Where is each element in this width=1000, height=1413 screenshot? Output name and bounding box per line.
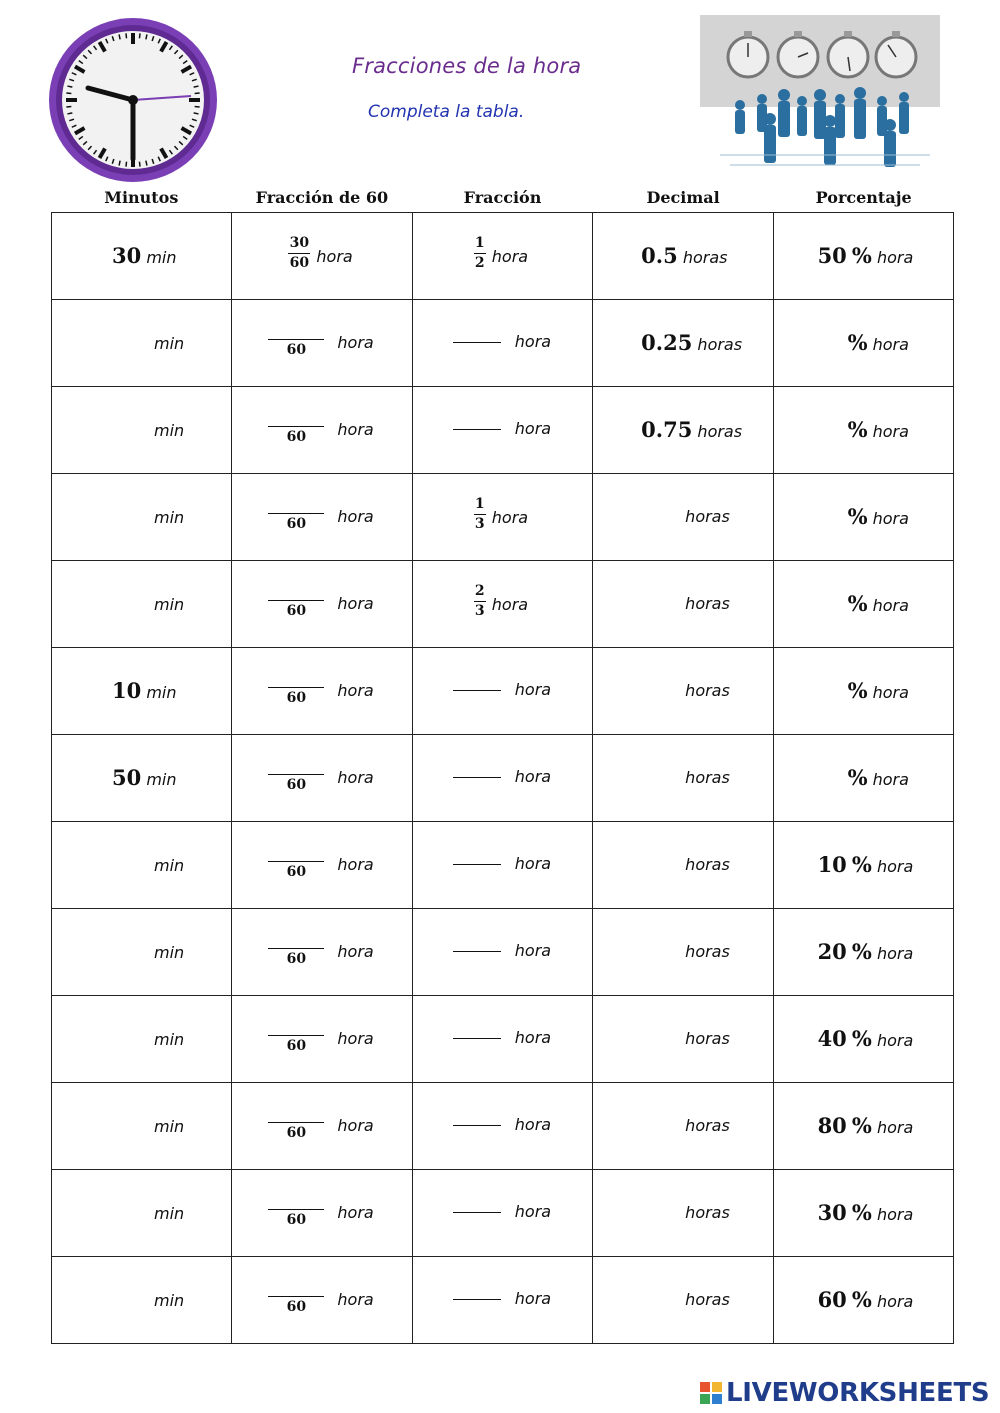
cell-fraccion[interactable] (413, 300, 592, 386)
cell-minutos[interactable] (52, 1170, 231, 1256)
hora-unit: hora (872, 683, 909, 702)
min-unit: min (154, 943, 185, 962)
liveworksheets-logo-icon (700, 1382, 722, 1404)
fraction (474, 496, 486, 533)
percent-value: 80 (817, 1113, 847, 1138)
cell-decimal[interactable] (593, 474, 772, 560)
cell-fraccion[interactable] (413, 474, 592, 560)
cell-fraccion[interactable] (413, 387, 592, 473)
column-header-decimal: Decimal (646, 188, 720, 207)
hora-unit: hora (872, 335, 909, 354)
fraction-of-60-blank (268, 757, 324, 793)
fraction (474, 235, 486, 272)
cell-fraccion-60[interactable] (232, 822, 411, 908)
cell-decimal[interactable] (593, 735, 772, 821)
table-row (52, 1083, 954, 1170)
percent-sign: % (847, 678, 868, 703)
percent-sign: % (851, 939, 872, 964)
hora-unit: hora (337, 1203, 374, 1222)
percent-value: 50 (817, 243, 847, 268)
denominator: 60 (286, 1212, 307, 1228)
horas-unit: horas (685, 768, 730, 787)
hora-unit: hora (337, 507, 374, 526)
fraction-of-60-blank (268, 670, 324, 706)
denominator: 60 (286, 690, 307, 706)
cell-fraccion[interactable] (413, 909, 592, 995)
hora-unit: hora (337, 1290, 374, 1309)
denominator: 60 (286, 777, 307, 793)
cell-decimal[interactable] (593, 996, 772, 1082)
horas-unit: horas (685, 855, 730, 874)
cell-fraccion[interactable] (413, 1257, 592, 1343)
minutes-value: 50 (112, 765, 142, 790)
denominator: 60 (286, 864, 307, 880)
fraction-of-60-blank (268, 1018, 324, 1054)
fraction-of-60-blank (268, 409, 324, 445)
hora-unit: hora (316, 247, 353, 266)
hora-unit: hora (491, 595, 529, 614)
fraction-blank-line (453, 429, 501, 430)
cell-minutos[interactable] (52, 213, 231, 299)
percent-value: 30 (817, 1200, 847, 1225)
hora-unit: hora (337, 594, 374, 613)
column-header-minutos: Minutos (104, 188, 179, 207)
cell-fraccion-60[interactable] (232, 474, 411, 560)
hora-unit: hora (876, 1031, 914, 1050)
denominator: 60 (286, 1125, 307, 1141)
minutes-value: 10 (112, 678, 142, 703)
cell-minutos[interactable] (52, 822, 231, 908)
hora-unit: hora (872, 596, 909, 615)
horas-unit: horas (685, 1116, 730, 1135)
min-unit: min (154, 334, 185, 353)
hora-unit: hora (337, 1029, 374, 1048)
cell-fraccion[interactable] (413, 822, 592, 908)
hora-unit: hora (876, 1205, 914, 1224)
hora-unit: hora (872, 509, 909, 528)
hora-unit: hora (514, 1289, 552, 1308)
min-unit: min (154, 1117, 185, 1136)
denominator: 2 (474, 255, 485, 271)
cell-minutos[interactable] (52, 387, 231, 473)
cell-porcentaje[interactable] (774, 561, 953, 647)
hora-unit: hora (872, 422, 909, 441)
percent-sign: % (851, 1026, 872, 1051)
horas-unit: horas (685, 1203, 730, 1222)
fraction-blank-line (453, 1299, 501, 1300)
percent-value: 60 (817, 1287, 847, 1312)
percent-sign: % (851, 1287, 872, 1312)
cell-porcentaje[interactable] (774, 735, 953, 821)
hora-unit: hora (337, 681, 374, 700)
hora-unit: hora (514, 680, 552, 699)
horas-unit: horas (685, 681, 730, 700)
stopwatches-people-photo (700, 15, 940, 173)
percent-value: 20 (817, 939, 847, 964)
cell-fraccion[interactable] (413, 561, 592, 647)
cell-fraccion-60[interactable] (232, 300, 411, 386)
percent-sign: % (851, 1113, 872, 1138)
numerator: 2 (474, 583, 485, 599)
cell-decimal[interactable] (593, 822, 772, 908)
numerator: 30 (289, 235, 310, 251)
cell-fraccion-60[interactable] (232, 387, 411, 473)
cell-minutos[interactable] (52, 996, 231, 1082)
hora-unit: hora (876, 248, 914, 267)
table-row (52, 213, 954, 300)
fraction (474, 583, 486, 620)
cell-decimal[interactable] (593, 561, 772, 647)
hora-unit: hora (514, 767, 552, 786)
cell-porcentaje[interactable] (774, 1083, 953, 1169)
cell-fraccion[interactable] (413, 213, 592, 299)
cell-decimal[interactable] (593, 300, 772, 386)
hora-unit: hora (876, 1118, 914, 1137)
cell-fraccion[interactable] (413, 735, 592, 821)
fractions-table (51, 212, 954, 1344)
min-unit: min (146, 683, 177, 702)
cell-minutos[interactable] (52, 300, 231, 386)
table-header (51, 186, 954, 212)
hora-unit: hora (514, 854, 552, 873)
min-unit: min (154, 1204, 185, 1223)
min-unit: min (154, 1291, 185, 1310)
percent-sign: % (847, 591, 868, 616)
min-unit: min (154, 421, 185, 440)
numerator: 1 (474, 235, 485, 251)
cell-minutos[interactable] (52, 561, 231, 647)
fraction-of-60-blank (268, 1279, 324, 1315)
hora-unit: hora (514, 419, 552, 438)
cell-porcentaje[interactable] (774, 996, 953, 1082)
cell-fraccion[interactable] (413, 1083, 592, 1169)
column-header-fraccion: Fracción (463, 188, 542, 207)
cell-minutos[interactable] (52, 474, 231, 560)
min-unit: min (154, 595, 185, 614)
cell-fraccion-60[interactable] (232, 561, 411, 647)
cell-minutos[interactable] (52, 1083, 231, 1169)
cell-decimal[interactable] (593, 387, 772, 473)
cell-minutos[interactable] (52, 735, 231, 821)
table-row (52, 300, 954, 387)
hora-unit: hora (514, 1202, 552, 1221)
hora-unit: hora (514, 332, 552, 351)
fraction-blank-line (453, 864, 501, 865)
table-row (52, 1170, 954, 1257)
cell-porcentaje[interactable] (774, 387, 953, 473)
percent-sign: % (847, 330, 868, 355)
column-header-porcentaje: Porcentaje (815, 188, 912, 207)
table-row (52, 909, 954, 996)
cell-fraccion-60[interactable] (232, 213, 411, 299)
cell-fraccion-60[interactable] (232, 735, 411, 821)
column-header-fraccion-60: Fracción de 60 (255, 188, 389, 207)
denominator: 60 (286, 342, 307, 358)
cell-fraccion-60[interactable] (232, 996, 411, 1082)
cell-fraccion-60[interactable] (232, 909, 411, 995)
table-row (52, 996, 954, 1083)
horas-unit: horas (685, 594, 730, 613)
cell-decimal[interactable] (593, 648, 772, 734)
fraction-of-60-blank (268, 931, 324, 967)
cell-porcentaje[interactable] (774, 474, 953, 560)
horas-unit: horas (685, 507, 730, 526)
hora-unit: hora (876, 1292, 914, 1311)
fraction-of-60-blank (268, 496, 324, 532)
hora-unit: hora (514, 941, 552, 960)
cell-porcentaje[interactable] (774, 822, 953, 908)
cell-fraccion-60[interactable] (232, 1170, 411, 1256)
denominator: 60 (286, 1299, 307, 1315)
table-row (52, 561, 954, 648)
fraction-blank-line (453, 1125, 501, 1126)
decimal-value: 0.5 (641, 243, 678, 268)
cell-fraccion-60[interactable] (232, 1083, 411, 1169)
fraction-of-60-blank (268, 1105, 324, 1141)
fraction-of-60 (288, 235, 310, 272)
table-row (52, 735, 954, 822)
horas-unit: horas (685, 942, 730, 961)
decimal-value: 0.25 (641, 330, 693, 355)
horas-unit: horas (682, 248, 728, 267)
fraction-blank-line (453, 342, 501, 343)
cell-fraccion[interactable] (413, 996, 592, 1082)
hora-unit: hora (514, 1028, 552, 1047)
hora-unit: hora (872, 770, 909, 789)
denominator: 60 (286, 429, 307, 445)
decimal-value: 0.75 (641, 417, 693, 442)
instructions: Completa la tabla. (368, 102, 525, 122)
table-row (52, 822, 954, 909)
cell-decimal[interactable] (593, 1170, 772, 1256)
percent-sign: % (851, 243, 872, 268)
percent-sign: % (851, 852, 872, 877)
horas-unit: horas (685, 1290, 730, 1309)
min-unit: min (154, 856, 185, 875)
cell-fraccion[interactable] (413, 648, 592, 734)
percent-value: 40 (817, 1026, 847, 1051)
denominator: 60 (286, 951, 307, 967)
min-unit: min (146, 770, 177, 789)
percent-sign: % (851, 1200, 872, 1225)
table-row (52, 1257, 954, 1344)
percent-sign: % (847, 765, 868, 790)
cell-decimal[interactable] (593, 1083, 772, 1169)
fraction-of-60-blank (268, 1192, 324, 1228)
cell-minutos[interactable] (52, 1257, 231, 1343)
hora-unit: hora (337, 333, 374, 352)
page-title: Fracciones de la hora (352, 54, 582, 78)
hora-unit: hora (337, 942, 374, 961)
fraction-of-60-blank (268, 583, 324, 619)
fraction-blank-line (453, 1212, 501, 1213)
horas-unit: horas (685, 1029, 730, 1048)
brand-name: LIVEWORKSHEETS (726, 1378, 990, 1408)
min-unit: min (154, 1030, 185, 1049)
hora-unit: hora (876, 857, 914, 876)
percent-sign: % (847, 504, 868, 529)
table-row (52, 474, 954, 561)
fraction-blank-line (453, 777, 501, 778)
fraction-blank-line (453, 951, 501, 952)
min-unit: min (154, 508, 185, 527)
hora-unit: hora (337, 855, 374, 874)
hora-unit: hora (337, 1116, 374, 1135)
denominator: 3 (474, 516, 485, 532)
cell-fraccion-60[interactable] (232, 1257, 411, 1343)
fraction-of-60-blank (268, 322, 324, 358)
hora-unit: hora (337, 420, 374, 439)
cell-porcentaje[interactable] (774, 213, 953, 299)
percent-value: 10 (817, 852, 847, 877)
cell-porcentaje[interactable] (774, 300, 953, 386)
table-row (52, 648, 954, 735)
cell-porcentaje[interactable] (774, 1170, 953, 1256)
percent-sign: % (847, 417, 868, 442)
cell-porcentaje[interactable] (774, 909, 953, 995)
denominator: 60 (286, 1038, 307, 1054)
numerator: 1 (474, 496, 485, 512)
denominator: 3 (474, 603, 485, 619)
fraction-blank-line (453, 1038, 501, 1039)
denominator: 60 (286, 516, 307, 532)
fraction-blank-line (453, 690, 501, 691)
hora-unit: hora (491, 508, 529, 527)
liveworksheets-logo (700, 1376, 989, 1410)
cell-decimal[interactable] (593, 213, 772, 299)
denominator: 60 (289, 255, 310, 271)
table-row (52, 387, 954, 474)
cell-porcentaje[interactable] (774, 648, 953, 734)
cell-decimal[interactable] (593, 909, 772, 995)
cell-fraccion-60[interactable] (232, 648, 411, 734)
cell-minutos[interactable] (52, 648, 231, 734)
cell-decimal[interactable] (593, 1257, 772, 1343)
cell-minutos[interactable] (52, 909, 231, 995)
analog-clock-icon (46, 14, 222, 186)
cell-porcentaje[interactable] (774, 1257, 953, 1343)
hora-unit: hora (514, 1115, 552, 1134)
fraction-of-60-blank (268, 844, 324, 880)
hora-unit: hora (491, 247, 529, 266)
cell-fraccion[interactable] (413, 1170, 592, 1256)
minutes-value: 30 (112, 243, 142, 268)
hora-unit: hora (876, 944, 914, 963)
horas-unit: horas (697, 422, 743, 441)
denominator: 60 (286, 603, 307, 619)
horas-unit: horas (697, 335, 743, 354)
min-unit: min (146, 248, 177, 267)
hora-unit: hora (337, 768, 374, 787)
